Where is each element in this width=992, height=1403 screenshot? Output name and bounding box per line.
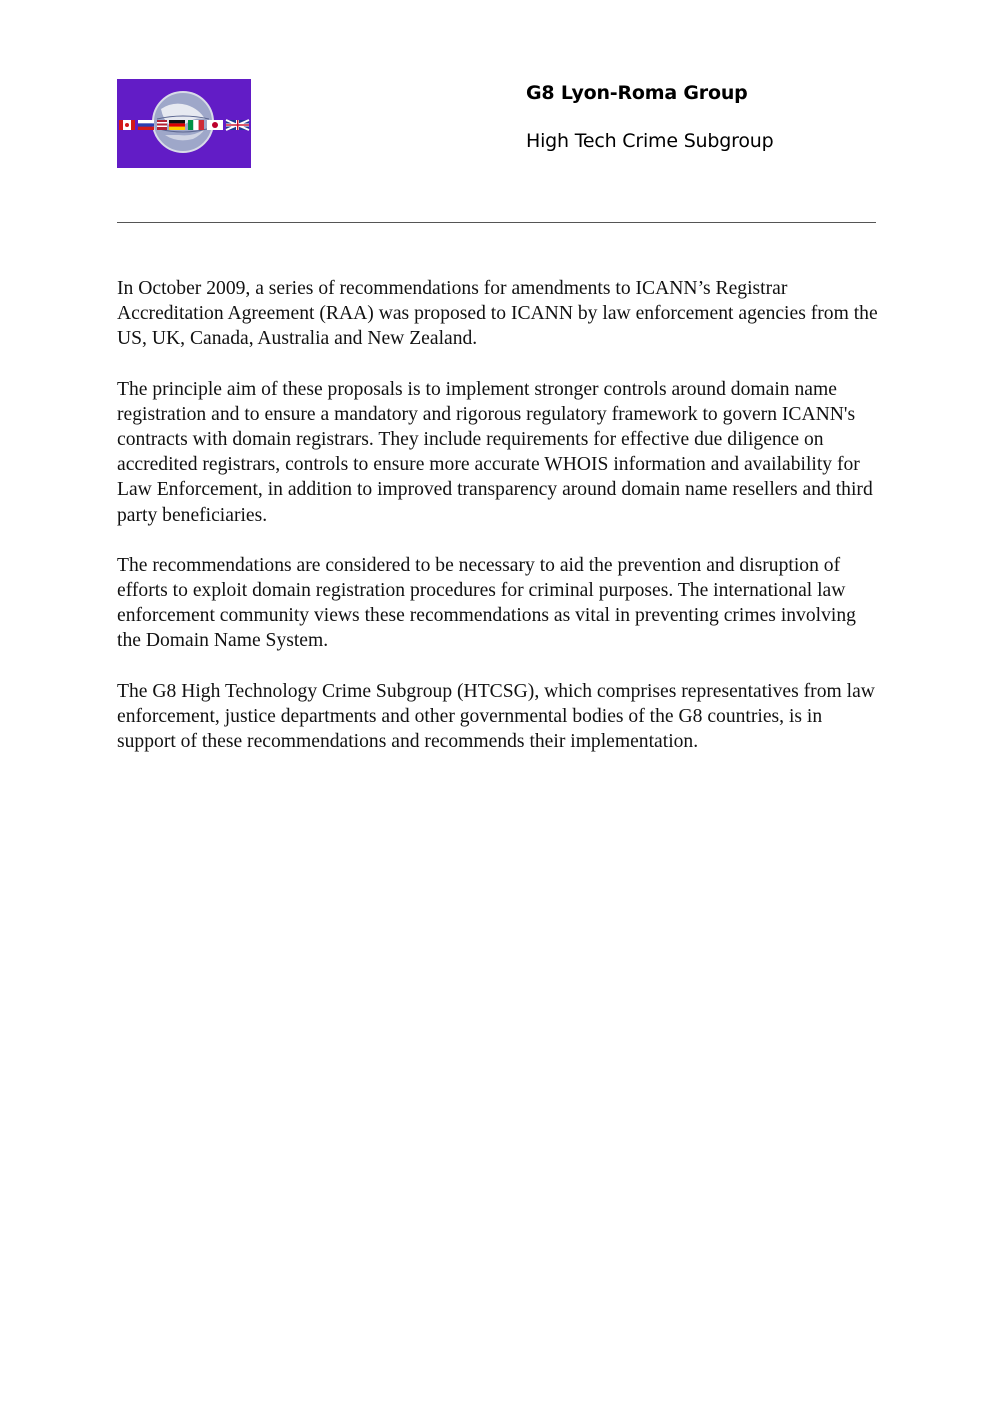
document-header-subtitle: High Tech Crime Subgroup (526, 130, 774, 152)
paragraph-3: The recommendations are considered to be necessary to aid the prevention and disruption of efforts to exploit domain registration procedures for criminal purposes. The international law enforcement community views these recommendations as vital in preventing crimes involving the Domain Name System. (117, 554, 856, 652)
document-body (117, 276, 882, 779)
paragraph-2: The principle aim of these proposals is to implement stronger controls around domain name registration and to ensure a mandatory and rigorous regulatory framework to govern ICANN's contracts with domain registrars. They include requirements for effective due diligence on accredited registrars, controls to ensure more accurate WHOIS information and availability for Law Enforcement, in addition to improved transparency around domain name resellers and third party beneficiaries. (117, 378, 873, 526)
g8-logo-icon (117, 79, 251, 168)
paragraph-4: The G8 High Technology Crime Subgroup (HTCSG), which comprises representatives from law enforcement, justice departments and other governmental bodies of the G8 countries, is in support of these recommendations and recommends their implementation. (117, 680, 875, 753)
document-header-title: G8 Lyon-Roma Group (526, 82, 748, 104)
paragraph-1: In October 2009, a series of recommendations for amendments to ICANN’s Registrar Accreditation Agreement (RAA) was proposed to ICANN by law enforcement agencies from the US, UK, Canada, Australia and New Zealand. (117, 278, 878, 350)
header-divider (117, 222, 876, 223)
